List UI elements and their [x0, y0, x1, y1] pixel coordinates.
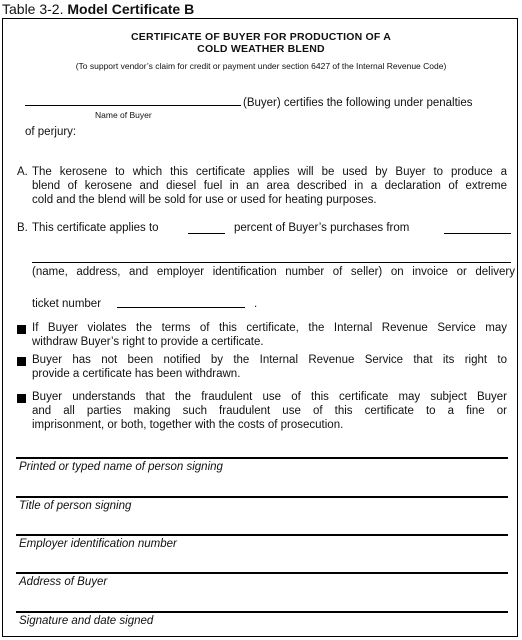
ein-label: Employer identification number [19, 538, 177, 550]
ticket-number-label: ticket number [32, 298, 102, 310]
bullet-square-icon [17, 394, 26, 403]
bullet-3-line1: Buyer understands that the fraudulent use of this certificate may subject Buyer [32, 391, 507, 403]
bullet-3-line2: and all parties making such fraudulent use of this certificate to a fine or [32, 405, 507, 417]
certificate-form [2, 18, 518, 637]
title-label: Title of person signing [19, 500, 132, 512]
address-label: Address of Buyer [19, 576, 108, 588]
bullet-square-icon [17, 357, 26, 366]
bullet-1-line1: If Buyer violates the terms of this certificate, the Internal Revenue Service may [32, 322, 507, 334]
caption-title: Model Certificate B [67, 1, 195, 17]
bullet-2-line2: provide a certificate has been withdrawn. [32, 368, 241, 380]
percent-blank[interactable] [188, 233, 225, 234]
ticket-period: . [254, 298, 258, 310]
bullet-1-line2: withdraw Buyer’s right to provide a certificate. [32, 336, 264, 348]
item-a-line3: cold and the blend will be sold for use or used for heating purposes. [32, 194, 377, 206]
seller-info-blank[interactable] [32, 262, 511, 263]
caption-prefix: Table 3-2. [2, 1, 64, 17]
bullet-2-line1: Buyer has not been notified by the Internal Revenue Service that its right to [32, 354, 507, 366]
item-a-marker: A. [17, 166, 28, 178]
certificate-title-line2: COLD WEATHER BLEND [197, 43, 325, 55]
item-b-applies-to: This certificate applies to [32, 222, 159, 234]
signature-line-title[interactable] [16, 496, 508, 498]
table-caption [2, 1, 194, 17]
seller-note: (name, address, and employer identification number of seller) on invoice or delivery [32, 266, 515, 278]
buyer-name-label: Name of Buyer [95, 110, 152, 120]
signature-line-address[interactable] [16, 572, 508, 574]
item-b-marker: B. [17, 222, 28, 234]
signature-date-label: Signature and date signed [19, 615, 154, 627]
buyer-statement: (Buyer) certifies the following under penalties [243, 97, 473, 109]
certificate-subtitle: (To support vendor’s claim for credit or payment under section 6427 of the Internal Revenue Code) [75, 61, 447, 71]
printed-name-label: Printed or typed name of person signing [19, 461, 223, 473]
item-a-line1: The kerosene to which this certificate applies will be used by Buyer to produce a [32, 166, 507, 178]
buyer-name-blank[interactable] [25, 105, 241, 106]
certificate-title-line1: CERTIFICATE OF BUYER FOR PRODUCTION OF A [131, 31, 391, 43]
signature-line-signature-date[interactable] [16, 611, 508, 613]
item-b-percent-text: percent of Buyer’s purchases from [234, 222, 410, 234]
bullet-3-line3: imprisonment, or both, together with the costs of prosecution. [32, 419, 344, 431]
bullet-square-icon [17, 325, 26, 334]
perjury-text: of perjury: [25, 126, 77, 138]
signature-line-printed-name[interactable] [16, 457, 508, 459]
signature-line-ein[interactable] [16, 534, 508, 536]
ticket-number-blank[interactable] [117, 307, 245, 308]
seller-blank-start[interactable] [444, 233, 511, 234]
item-a-line2: blend of kerosene and diesel fuel in an area described in a declaration of extreme [32, 180, 507, 192]
